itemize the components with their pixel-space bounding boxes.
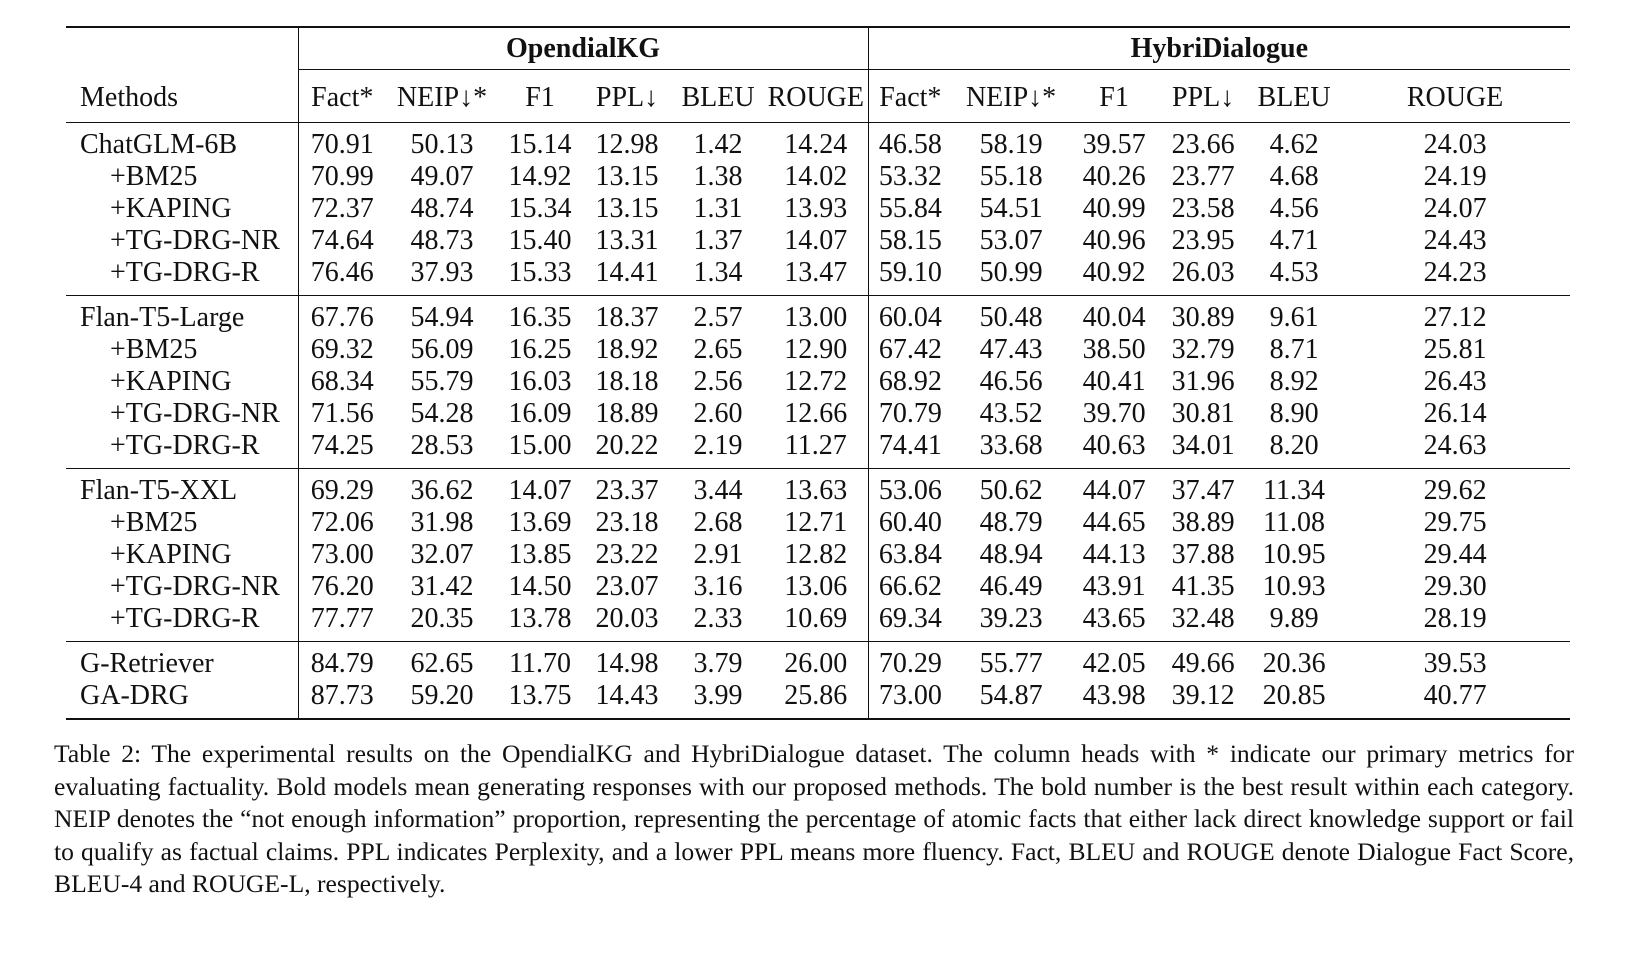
method-group (66, 642, 1570, 720)
value-cell: 54.87 (952, 680, 1070, 719)
value-cell: 43.91 (1082, 571, 1146, 602)
table-row (66, 430, 1570, 469)
value-cell: 40.96 (1082, 225, 1146, 256)
method-name-cell: ChatGLM-6B (80, 129, 238, 160)
method-name-cell: +TG-DRG-NR (110, 225, 280, 256)
value-cell: 13.00 (784, 302, 848, 333)
value-cell: 8.90 (1269, 398, 1319, 429)
value-cell: 11.08 (1263, 507, 1326, 538)
value-cell: 16.25 (508, 334, 572, 365)
value-cell: 25.86 (764, 680, 868, 719)
value-cell: 13.15 (595, 161, 659, 192)
value-cell: 13.31 (595, 225, 659, 256)
value-cell: 70.79 (868, 398, 952, 430)
value-cell: 11.27 (784, 430, 847, 461)
value-cell: 59.10 (868, 257, 952, 296)
table-row (66, 296, 1570, 335)
value-cell: 46.56 (979, 366, 1043, 397)
value-cell: 14.02 (784, 161, 848, 192)
value-cell: 1.34 (693, 257, 743, 288)
value-cell: 74.64 (298, 225, 386, 257)
value-cell: 25.81 (1423, 334, 1487, 365)
value-cell: 12.72 (784, 366, 848, 397)
value-cell: 20.22 (595, 430, 659, 461)
value-cell: 28.53 (410, 430, 474, 461)
value-cell: 53.06 (868, 469, 952, 508)
value-cell: 29.30 (1423, 571, 1487, 602)
results-table (66, 26, 1570, 720)
value-cell: 48.79 (979, 507, 1043, 538)
value-cell: 9.89 (1269, 603, 1319, 634)
value-cell: 24.23 (1423, 257, 1487, 288)
table-row (66, 571, 1570, 603)
method-name-cell: +TG-DRG-R (110, 603, 260, 634)
value-cell: 2.68 (693, 507, 743, 538)
value-cell: 40.26 (1082, 161, 1146, 192)
value-cell: 20.03 (595, 603, 659, 634)
method-name-cell: +KAPING (110, 366, 232, 397)
table-row (66, 123, 1570, 162)
value-cell: 2.19 (693, 430, 743, 461)
value-cell: 16.09 (508, 398, 572, 429)
value-cell: 50.13 (410, 129, 474, 160)
value-cell: 74.41 (868, 430, 952, 469)
value-cell: 4.56 (1269, 193, 1319, 224)
method-name-cell: +TG-DRG-NR (110, 398, 280, 429)
value-cell: 23.07 (595, 571, 659, 602)
column-header-hybridialogue-5: ROUGE (1406, 82, 1504, 113)
value-cell: 72.06 (298, 507, 386, 539)
value-cell: 18.37 (595, 302, 659, 333)
value-cell: 74.25 (298, 430, 386, 469)
method-name-cell: +BM25 (110, 507, 198, 538)
value-cell: 32.48 (1171, 603, 1235, 634)
dataset-label-opendialkg: OpendialKG (299, 33, 868, 70)
method-group (66, 296, 1570, 469)
value-cell: 1.37 (693, 225, 743, 256)
table-row (66, 539, 1570, 571)
value-cell: 76.46 (298, 257, 386, 296)
value-cell: 36.62 (410, 475, 474, 506)
value-cell: 14.07 (784, 225, 848, 256)
value-cell: 18.89 (595, 398, 659, 429)
value-cell: 2.33 (693, 603, 743, 634)
value-cell: 71.56 (298, 398, 386, 430)
value-cell: 2.60 (693, 398, 743, 429)
value-cell: 32.07 (410, 539, 474, 570)
column-header-hybridialogue-3: PPL↓ (1171, 82, 1235, 113)
value-cell: 58.19 (979, 129, 1043, 160)
value-cell: 44.07 (1082, 475, 1146, 506)
method-name-cell: Flan-T5-Large (80, 302, 245, 333)
value-cell: 60.40 (868, 507, 952, 539)
value-cell: 54.51 (979, 193, 1043, 224)
value-cell: 40.77 (1340, 680, 1570, 719)
value-cell: 44.65 (1082, 507, 1146, 538)
value-cell: 56.09 (410, 334, 474, 365)
value-cell: 55.18 (979, 161, 1043, 192)
value-cell: 48.73 (410, 225, 474, 256)
table-row (66, 507, 1570, 539)
value-cell: 26.43 (1423, 366, 1487, 397)
value-cell: 23.58 (1171, 193, 1235, 224)
value-cell: 24.63 (1423, 430, 1487, 461)
table-row (66, 334, 1570, 366)
value-cell: 39.57 (1082, 129, 1146, 160)
value-cell: 3.79 (693, 648, 743, 679)
value-cell: 10.69 (784, 603, 848, 634)
value-cell: 13.06 (784, 571, 848, 602)
value-cell: 24.43 (1423, 225, 1487, 256)
value-cell: 13.75 (498, 680, 582, 719)
dataset-label-hybridialogue: HybriDialogue (869, 33, 1571, 70)
value-cell: 15.00 (508, 430, 572, 461)
value-cell: 4.62 (1269, 129, 1319, 160)
value-cell: 37.88 (1171, 539, 1235, 570)
value-cell: 27.12 (1423, 302, 1487, 333)
column-header-hybridialogue-4: BLEU (1257, 82, 1331, 113)
value-cell: 12.66 (784, 398, 848, 429)
column-header-hybridialogue-2: F1 (1099, 82, 1129, 113)
value-cell: 60.04 (868, 296, 952, 335)
value-cell: 40.99 (1082, 193, 1146, 224)
value-cell: 3.44 (693, 475, 743, 506)
value-cell: 40.04 (1082, 302, 1146, 333)
value-cell: 33.68 (979, 430, 1043, 461)
value-cell: 23.66 (1171, 129, 1235, 160)
method-name-cell: GA-DRG (66, 680, 298, 719)
method-name-cell: +TG-DRG-R (110, 430, 260, 461)
table-row (66, 257, 1570, 296)
value-cell: 2.56 (693, 366, 743, 397)
value-cell: 20.85 (1248, 680, 1340, 719)
value-cell: 73.00 (298, 539, 386, 571)
value-cell: 23.22 (595, 539, 659, 570)
value-cell: 76.20 (298, 571, 386, 603)
value-cell: 69.32 (298, 334, 386, 366)
value-cell: 47.43 (979, 334, 1043, 365)
value-cell: 13.78 (508, 603, 572, 634)
table-row (66, 161, 1570, 193)
value-cell: 1.38 (693, 161, 743, 192)
value-cell: 39.53 (1423, 648, 1487, 679)
value-cell: 70.91 (298, 123, 386, 162)
value-cell: 12.71 (784, 507, 848, 538)
value-cell: 11.34 (1263, 475, 1326, 506)
column-header-opendialkg-3: PPL↓ (595, 82, 659, 113)
value-cell: 48.74 (410, 193, 474, 224)
value-cell: 69.34 (868, 603, 952, 642)
value-cell: 31.96 (1171, 366, 1235, 397)
value-cell: 14.50 (508, 571, 572, 602)
value-cell: 87.73 (298, 680, 386, 719)
value-cell: 3.16 (693, 571, 743, 602)
value-cell: 18.92 (595, 334, 659, 365)
value-cell: 14.43 (582, 680, 672, 719)
dataset-header-opendialkg (298, 27, 868, 74)
value-cell: 23.77 (1171, 161, 1235, 192)
method-group (66, 123, 1570, 296)
value-cell: 2.65 (693, 334, 743, 365)
value-cell: 38.50 (1082, 334, 1146, 365)
value-cell: 14.07 (508, 475, 572, 506)
value-cell: 9.61 (1269, 302, 1319, 333)
value-cell: 59.20 (386, 680, 498, 719)
value-cell: 43.98 (1070, 680, 1158, 719)
value-cell: 68.34 (298, 366, 386, 398)
table-row (66, 366, 1570, 398)
value-cell: 58.15 (868, 225, 952, 257)
value-cell: 72.37 (298, 193, 386, 225)
method-name-cell: +KAPING (110, 193, 232, 224)
value-cell: 46.58 (868, 123, 952, 162)
method-name-cell: +TG-DRG-NR (110, 571, 280, 602)
results-table-container (66, 26, 1570, 720)
table-caption: Table 2: The experimental results on the OpendialKG and HybriDialogue dataset. The column heads with * indicate our primary metrics for evaluating factuality. Bold models mean generating responses with our proposed methods. The bold number is the best result within each category. NEIP denotes the “not enough information” proportion, representing the percentage of atomic facts that either lack direct knowledge support or fail to qualify as factual claims. PPL indicates Perplexity, and a lower PPL means more fluency. Fact, BLEU and ROUGE denote Dialogue Fact Score, BLEU-4 and ROUGE-L, respectively. (54, 739, 1574, 898)
column-header-opendialkg-1: NEIP↓* (396, 82, 488, 113)
value-cell: 30.89 (1171, 302, 1235, 333)
method-name-cell: G-Retriever (80, 648, 214, 679)
value-cell: 49.07 (410, 161, 474, 192)
value-cell: 53.07 (979, 225, 1043, 256)
method-group (66, 469, 1570, 642)
value-cell: 54.28 (410, 398, 474, 429)
value-cell: 55.79 (410, 366, 474, 397)
value-cell: 23.95 (1171, 225, 1235, 256)
value-cell: 15.33 (508, 257, 572, 288)
value-cell: 8.20 (1269, 430, 1319, 461)
value-cell: 10.93 (1262, 571, 1326, 602)
methods-column-header: Methods (80, 82, 178, 113)
value-cell: 8.71 (1269, 334, 1319, 365)
value-cell: 55.77 (979, 648, 1043, 679)
value-cell: 23.37 (595, 475, 659, 506)
value-cell: 4.68 (1269, 161, 1319, 192)
value-cell: 2.91 (693, 539, 743, 570)
table-row (66, 603, 1570, 642)
value-cell: 54.94 (410, 302, 474, 333)
value-cell: 31.42 (410, 571, 474, 602)
value-cell: 13.47 (784, 257, 848, 288)
value-cell: 12.82 (784, 539, 848, 570)
value-cell: 4.53 (1269, 257, 1319, 288)
value-cell: 23.18 (595, 507, 659, 538)
value-cell: 15.34 (508, 193, 572, 224)
value-cell: 26.14 (1423, 398, 1487, 429)
value-cell: 18.18 (595, 366, 659, 397)
value-cell: 13.93 (784, 193, 848, 224)
table-row (66, 225, 1570, 257)
value-cell: 43.65 (1082, 603, 1146, 634)
value-cell: 73.00 (868, 680, 952, 719)
table-row (66, 680, 1570, 719)
dataset-header-hybridialogue (868, 27, 1570, 74)
value-cell: 49.66 (1171, 648, 1235, 679)
value-cell: 2.57 (693, 302, 743, 333)
value-cell: 77.77 (298, 603, 386, 642)
value-cell: 38.89 (1171, 507, 1235, 538)
value-cell: 14.24 (784, 129, 848, 160)
value-cell: 67.42 (868, 334, 952, 366)
value-cell: 55.84 (868, 193, 952, 225)
value-cell: 26.03 (1171, 257, 1235, 288)
value-cell: 50.62 (979, 475, 1043, 506)
value-cell: 13.15 (595, 193, 659, 224)
value-cell: 37.93 (410, 257, 474, 288)
value-cell: 67.76 (298, 296, 386, 335)
value-cell: 40.92 (1082, 257, 1146, 288)
value-cell: 12.90 (784, 334, 848, 365)
value-cell: 3.99 (672, 680, 764, 719)
value-cell: 40.63 (1082, 430, 1146, 461)
method-name-cell: +TG-DRG-R (110, 257, 260, 288)
value-cell: 39.70 (1082, 398, 1146, 429)
value-cell: 29.44 (1423, 539, 1487, 570)
method-name-cell: +BM25 (110, 334, 198, 365)
value-cell: 84.79 (298, 642, 386, 681)
value-cell: 24.19 (1423, 161, 1487, 192)
value-cell: 15.40 (508, 225, 572, 256)
column-header-hybridialogue-0: Fact* (868, 74, 952, 123)
header-empty-cell (66, 27, 298, 74)
column-header-opendialkg-2: F1 (525, 82, 555, 113)
value-cell: 4.71 (1269, 225, 1319, 256)
table-row (66, 193, 1570, 225)
column-header-opendialkg-4: BLEU (681, 82, 755, 113)
value-cell: 63.84 (868, 539, 952, 571)
value-cell: 28.19 (1423, 603, 1487, 634)
value-cell: 53.32 (868, 161, 952, 193)
value-cell: 43.52 (979, 398, 1043, 429)
value-cell: 13.69 (508, 507, 572, 538)
value-cell: 20.36 (1262, 648, 1326, 679)
value-cell: 26.00 (784, 648, 848, 679)
value-cell: 10.95 (1262, 539, 1326, 570)
table-row (66, 642, 1570, 681)
value-cell: 24.07 (1423, 193, 1487, 224)
method-name-cell: +KAPING (110, 539, 232, 570)
value-cell: 20.35 (410, 603, 474, 634)
value-cell: 15.14 (508, 129, 572, 160)
value-cell: 12.98 (595, 129, 659, 160)
value-cell: 44.13 (1082, 539, 1146, 570)
value-cell: 11.70 (509, 648, 571, 679)
column-header-opendialkg-0: Fact* (298, 74, 386, 123)
value-cell: 30.81 (1171, 398, 1235, 429)
value-cell: 13.63 (784, 475, 848, 506)
method-name-cell: +BM25 (110, 161, 198, 192)
value-cell: 70.99 (298, 161, 386, 193)
value-cell: 14.41 (595, 257, 659, 288)
value-cell: 13.85 (508, 539, 572, 570)
value-cell: 31.98 (410, 507, 474, 538)
value-cell: 8.92 (1269, 366, 1319, 397)
value-cell: 68.92 (868, 366, 952, 398)
table-row (66, 398, 1570, 430)
value-cell: 50.48 (979, 302, 1043, 333)
column-header-hybridialogue-1: NEIP↓* (965, 82, 1057, 113)
value-cell: 16.03 (508, 366, 572, 397)
value-cell: 50.99 (979, 257, 1043, 288)
value-cell: 14.98 (595, 648, 659, 679)
value-cell: 1.31 (693, 193, 743, 224)
value-cell: 29.62 (1423, 475, 1487, 506)
value-cell: 42.05 (1082, 648, 1146, 679)
value-cell: 40.41 (1082, 366, 1146, 397)
value-cell: 1.42 (693, 129, 743, 160)
value-cell: 16.35 (508, 302, 572, 333)
method-name-cell: Flan-T5-XXL (80, 475, 238, 506)
value-cell: 39.12 (1158, 680, 1248, 719)
value-cell: 66.62 (868, 571, 952, 603)
value-cell: 34.01 (1171, 430, 1235, 461)
value-cell: 39.23 (979, 603, 1043, 634)
value-cell: 69.29 (298, 469, 386, 508)
value-cell: 70.29 (868, 642, 952, 681)
column-header-opendialkg-5: ROUGE (767, 82, 865, 113)
table-row (66, 469, 1570, 508)
value-cell: 37.47 (1171, 475, 1235, 506)
value-cell: 48.94 (979, 539, 1043, 570)
value-cell: 14.92 (508, 161, 572, 192)
value-cell: 62.65 (410, 648, 474, 679)
value-cell: 46.49 (979, 571, 1043, 602)
value-cell: 41.35 (1171, 571, 1235, 602)
value-cell: 29.75 (1423, 507, 1487, 538)
value-cell: 32.79 (1171, 334, 1235, 365)
value-cell: 24.03 (1423, 129, 1487, 160)
